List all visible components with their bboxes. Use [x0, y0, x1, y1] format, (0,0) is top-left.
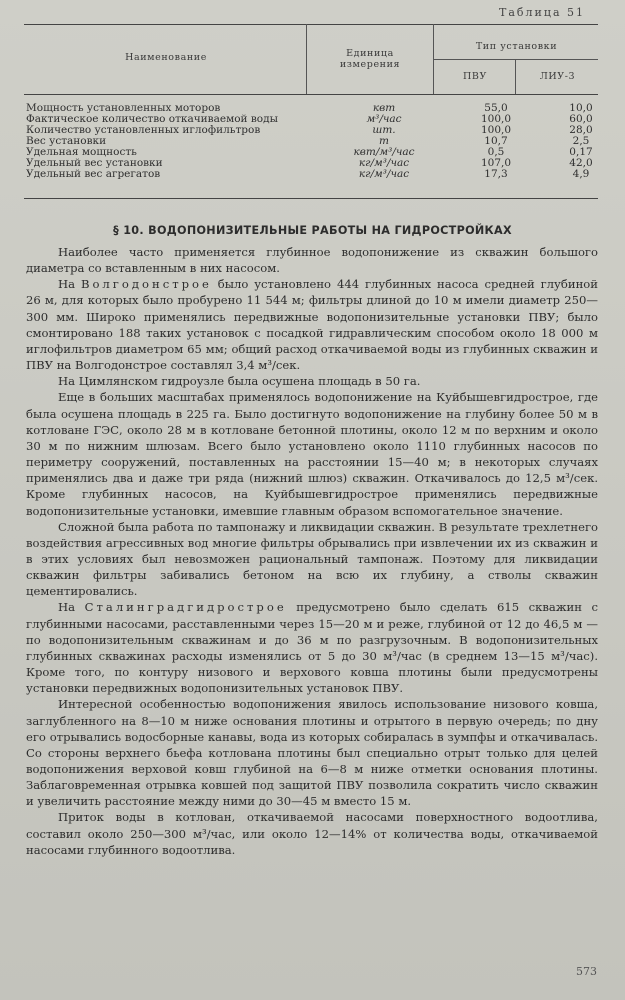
row-liu: 2,5 — [572, 135, 590, 147]
place-name: Волгодонстрое — [80, 277, 212, 292]
row-unit: шт. — [372, 124, 396, 136]
row-pvu: 107,0 — [480, 157, 512, 169]
row-unit: м³/час — [366, 113, 402, 125]
col-header-name: Наименование — [125, 52, 207, 63]
paragraph-text: предусмотрено было сделать 615 скважин с глубинными насосами, расставленными через 15—20 м и реже, глубиной от 12 до 46,5 м —по водопонизительным скважинам и до 36 м по разгрузочным. В водопонизительных глубинных скважинах расходы изменялись от 5 до 30 м³/час (в среднем 13—15 м³/час). Кроме того, по контуру низового и верхового ковша плотины были предусмотрены установки передвижных водопонизительных установок ПВУ. — [26, 600, 599, 696]
table-bottom-rule — [24, 198, 598, 199]
row-name: Количество установленных иглофильтров — [26, 124, 261, 136]
row-pvu: 100,0 — [480, 113, 512, 125]
row-name: Вес установки — [26, 135, 107, 147]
row-liu: 28,0 — [569, 124, 593, 136]
table-row — [26, 169, 598, 180]
table-subheader-rule — [433, 59, 598, 60]
table-label: Таблица 51 — [499, 6, 585, 19]
row-unit: кг/м³/час — [358, 157, 410, 169]
row-pvu: 0,5 — [487, 146, 505, 158]
col-header-liu: ЛИУ-3 — [539, 71, 576, 82]
row-pvu: 10,7 — [484, 135, 508, 147]
paragraph-text: было установлено 444 глубинных насоса средней глубиной 26 м, для которых было пробурено 11 544 м; фильтры длиной до 10 м имели диаметр 250—300 мм. Широко применялись передвижные водопонизительные установки ПВУ; было смонтировано 188 таких установок с посадкой гидравлическим способом около 18 000 м иглофильтров диаметром 65 мм; общий расход откачиваемой воды из глубинных скважин и ПВУ на Волгодонстрое составлял 3,4 м³/сек. — [26, 277, 598, 373]
row-name: Мощность установленных моторов — [26, 102, 221, 114]
paragraph-lead: На — [58, 600, 76, 615]
col-header-pvu: ПВУ — [463, 71, 487, 82]
row-pvu: 55,0 — [484, 102, 508, 114]
row-liu: 0,17 — [569, 146, 593, 158]
row-liu: 10,0 — [569, 102, 593, 114]
table-top-rule — [24, 24, 598, 25]
row-pvu: 17,3 — [484, 168, 508, 180]
paragraph — [26, 276, 598, 373]
paragraph-lead: На — [58, 277, 76, 292]
row-unit: квт/м³/час — [353, 146, 415, 158]
row-liu: 42,0 — [569, 157, 593, 169]
col-header-unit: Единица измерения — [339, 48, 401, 70]
place-name: Сталинградгидрострое — [84, 600, 287, 615]
table-header-rule — [24, 94, 598, 95]
row-name: Удельный вес установки — [26, 157, 163, 169]
table-divider — [515, 59, 516, 94]
section-title: § 10. ВОДОПОНИЗИТЕЛЬНЫЕ РАБОТЫ НА ГИДРОСТРОЙКАХ — [113, 224, 512, 237]
row-pvu: 100,0 — [480, 124, 512, 136]
body-text — [26, 244, 598, 858]
table-row — [26, 125, 598, 136]
paragraph: На Цимлянском гидроузле была осушена площадь в 50 га. — [58, 374, 421, 389]
row-name: Фактическое количество откачиваемой воды — [26, 113, 278, 125]
paragraph — [26, 599, 598, 696]
col-header-type: Тип установки — [475, 41, 558, 52]
row-liu: 60,0 — [569, 113, 593, 125]
row-unit: кг/м³/час — [358, 168, 410, 180]
paragraph: Наиболее часто применяется глубинное водопонижение из скважин большого диаметра со вставленным в них насосом. — [26, 245, 598, 276]
paragraph: Сложной была работа по тампонажу и ликвидации скважин. В результате трехлетнего воздействия агрессивных вод многие фильтры обрывались при извлечении их из скважин и в этих условиях был невозможен рациональный тампонаж. Поэтому для ликвидации скважин фильтры забивались бетоном на всю их глубину, а стволы скважин цементировались. — [26, 519, 598, 599]
page-number: 573 — [576, 965, 597, 978]
paragraph: Приток воды в котлован, откачиваемой насосами поверхностного водоотлива, составил около 250—300 м³/час, или около 12—14% от количества воды, откачиваемой насосами глубинного водоотлива. — [26, 810, 598, 857]
row-unit: квт — [372, 102, 396, 114]
paragraph: Интересной особенностью водопонижения явилось использование низового ковша, заглубленного на 8—10 м ниже основания плотины и отрытого в первую очередь; по дну его отрывались водосборные канавы, вода из которых собиралась в зумпфы и откачивалась. Со стороны верхнего бьефа котлована плотины был специально отрыт только для целей водопонижения верховой ковш глубиной на 6—8 м ниже отметки основания плотины. Заблаговременная отрывка ковшей под защитой ПВУ позволила сократить число скважин и увеличить расстояние между ними до 30—45 м вместо 15 м. — [26, 697, 598, 809]
table-divider — [306, 24, 307, 94]
paragraph: Еще в больших масштабах применялось водопонижение на Куйбышевгидрострое, где была осушена площадь в 225 га. Было достигнуто водопонижение на глубину более 50 м в котловане ГЭС, около 28 м в котловане бетонной плотины, около 12 м по верхним и около 30 м по нижним шлюзам. Всего было установлено около 1110 глубинных насосов по периметру сооружений, поставленных на расстоянии 15—40 м; в некоторых случаях применялись два и даже три ряда (нижний шлюз) скважин. Откачивалось до 12,5 м³/сек. Кроме глубинных насосов, на Куйбышевгидрострое применялись передвижные водопонизительные установки, имевшие главным образом вспомогательное значение. — [26, 390, 598, 518]
row-name: Удельный вес агрегатов — [26, 168, 161, 180]
row-name: Удельная мощность — [26, 146, 137, 158]
row-unit: т — [379, 135, 389, 147]
row-liu: 4,9 — [572, 168, 590, 180]
